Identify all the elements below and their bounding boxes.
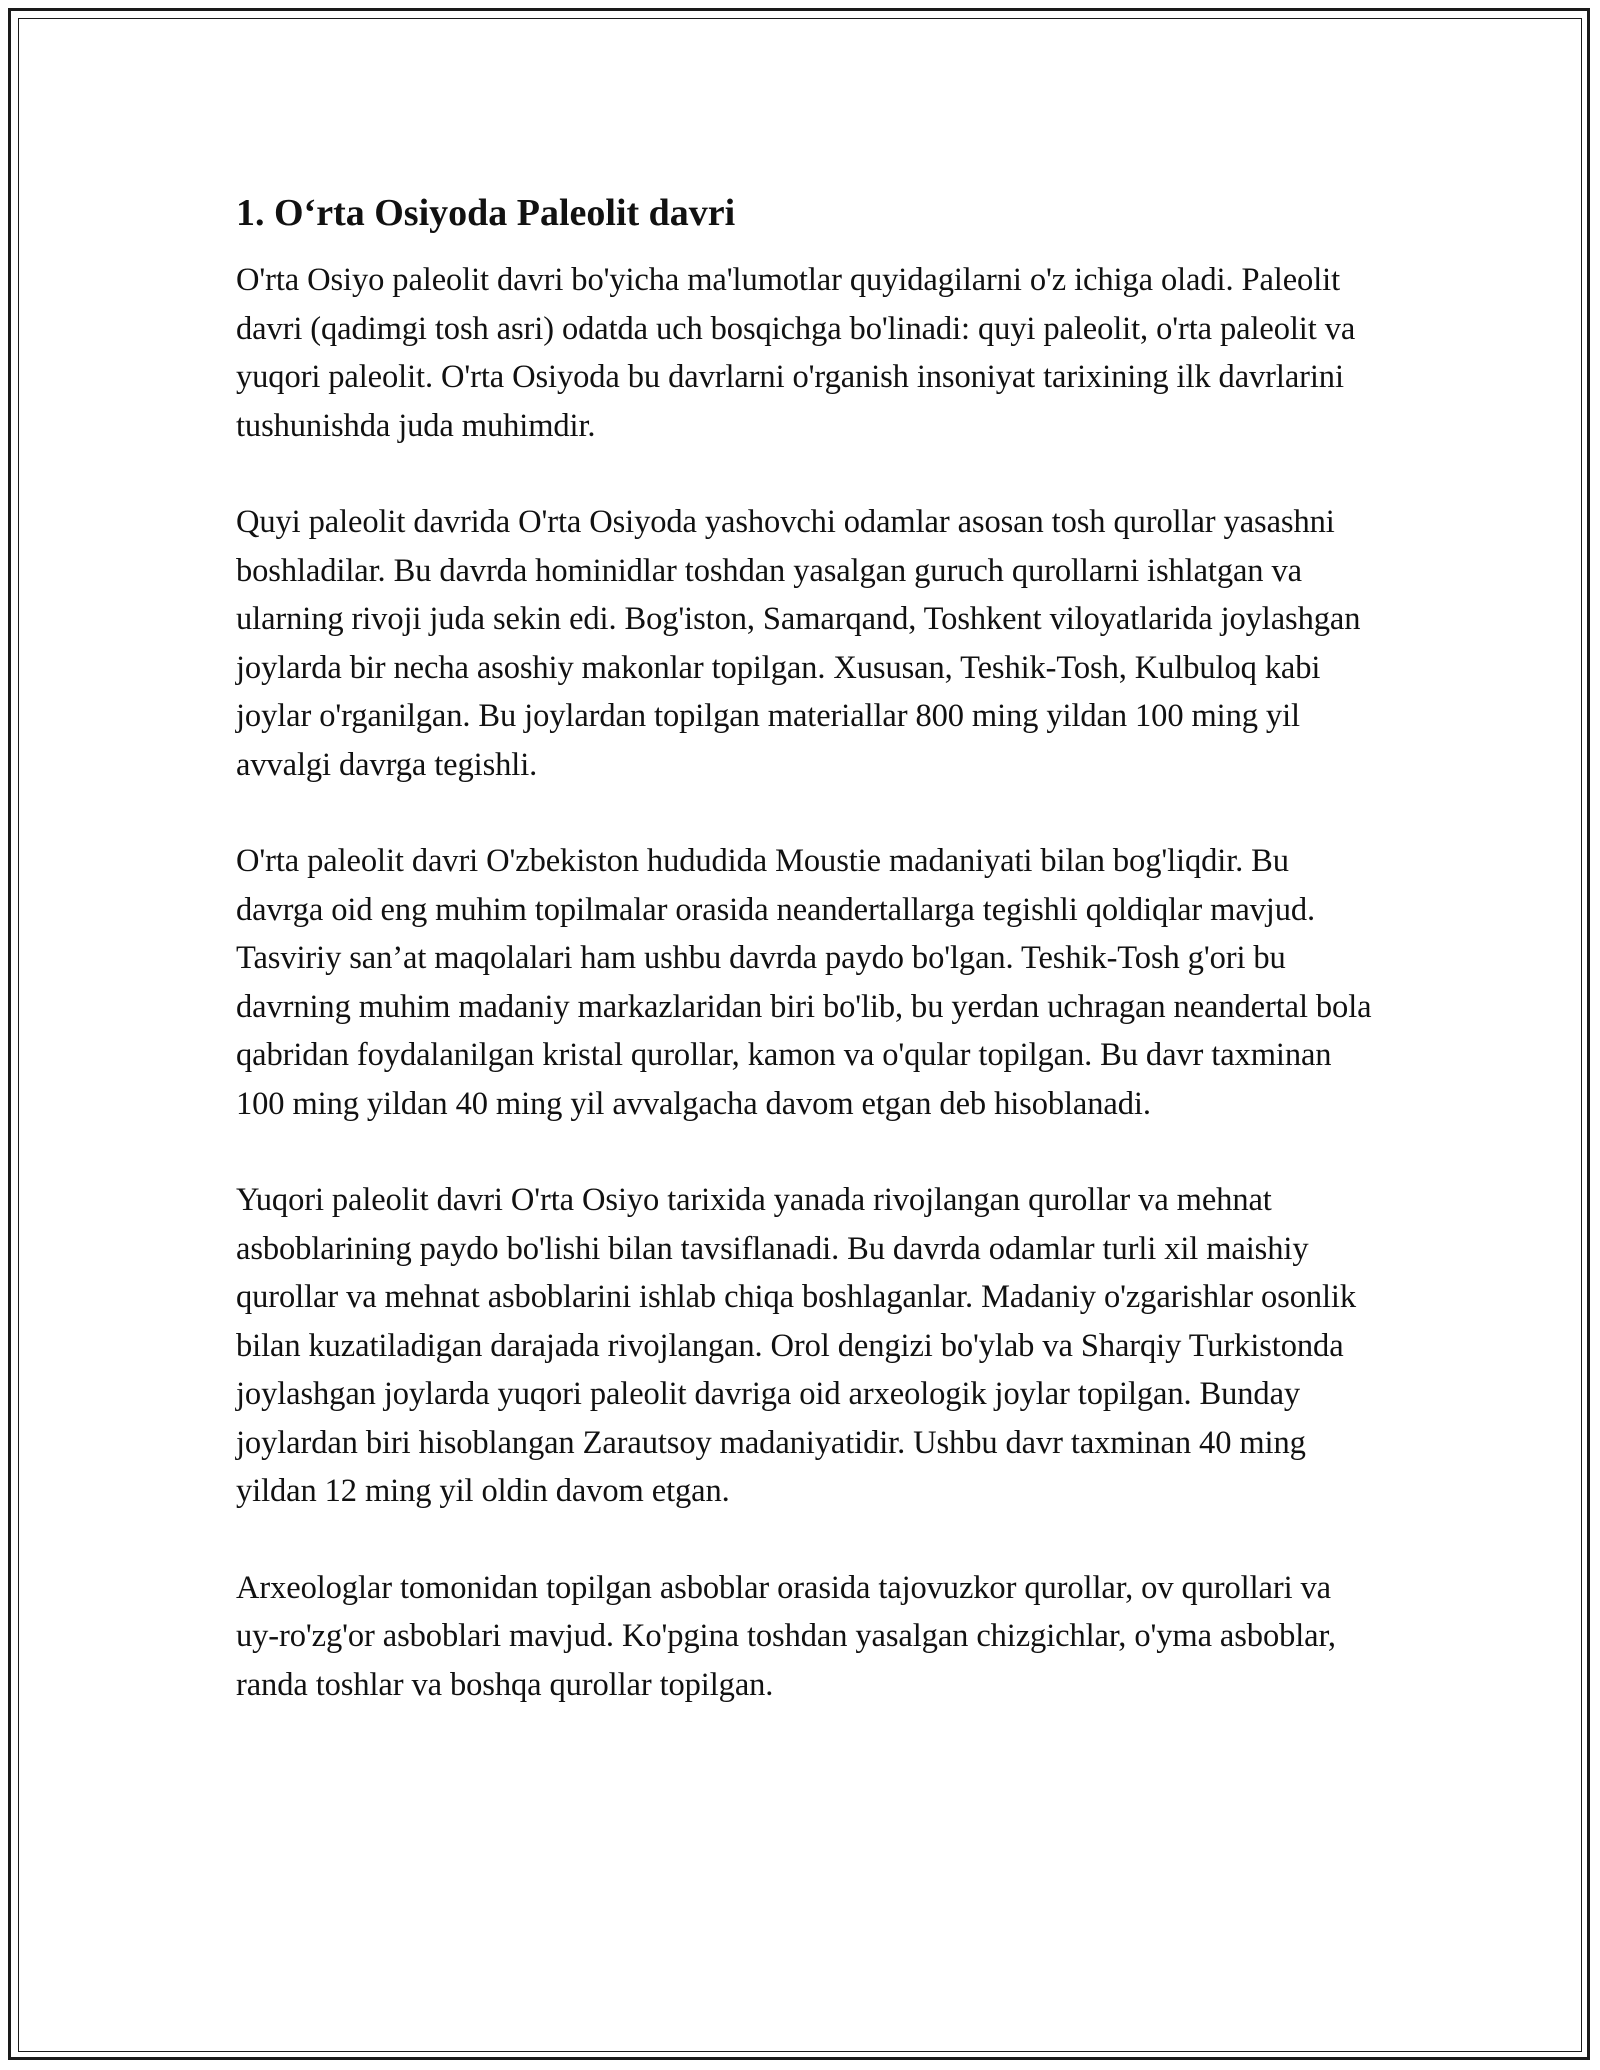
- document-title: 1. O‘rta Osiyoda Paleolit davri: [236, 192, 736, 234]
- paragraph-intro: O'rta Osiyo paleolit davri bo'yicha ma'lumotlar quyidagilarni o'z ichiga oladi. Paleolit davri (qadimgi tosh asri) odatda uch bosqichga bo'linadi: quyi paleolit, o'rta paleolit va yuqori paleolit. O'rta Osiyoda bu davrlarni o'rganish insoniyat tarixining ilk davrlarini tushunishda juda muhimdir.: [236, 262, 1356, 444]
- document-body: [236, 188, 1376, 1757]
- paragraph-lower-paleolithic: Quyi paleolit davrida O'rta Osiyoda yashovchi odamlar asosan tosh qurollar yasashni boshladilar. Bu davrda hominidlar toshdan yasalgan guruch qurollarni ishlatgan va ularning rivoji juda sekin edi. Bog'iston, Samarqand, Toshkent viloyatlarida joylashgan joylarda bir necha asoshiy makonlar topilgan. Xususan, Teshik-Tosh, Kulbuloq kabi joylar o'rganilgan. Bu joylardan topilgan materiallar 800 ming yildan 100 ming yil avvalgi davrga tegishli.: [236, 504, 1361, 783]
- paragraph-tools: Arxeologlar tomonidan topilgan asboblar orasida tajovuzkor qurollar, ov qurollari va uy-ro'zg'or asboblari mavjud. Ko'pgina toshdan yasalgan chizgichlar, o'yma asboblar, randa toshlar va boshqa qurollar topilgan.: [236, 1569, 1336, 1703]
- paragraph-upper-paleolithic: Yuqori paleolit davri O'rta Osiyo tarixida yanada rivojlangan qurollar va mehnat asboblarining paydo bo'lishi bilan tavsiflanadi. Bu davrda odamlar turli xil maishiy qurollar va mehnat asboblarini ishlab chiqa boshlaganlar. Madaniy o'zgarishlar osonlik bilan kuzatiladigan darajada rivojlangan. Orol dengizi bo'ylab va Sharqiy Turkistonda joylashgan joylarda yuqori paleolit davriga oid arxeologik joylar topilgan. Bunday joylardan biri hisoblangan Zarautsoy madaniyatidir. Ushbu davr taxminan 40 ming yildan 12 ming yil oldin davom etgan.: [236, 1182, 1357, 1509]
- paragraph-middle-paleolithic: O'rta paleolit davri O'zbekiston hududida Moustie madaniyati bilan bog'liqdir. Bu davrga oid eng muhim topilmalar orasida neandertallarga tegishli qoldiqlar mavjud. Tasviriy san’at maqolalari ham ushbu davrda paydo bo'lgan. Teshik-Tosh g'ori bu davrning muhim madaniy markazlaridan biri bo'lib, bu yerdan uchragan neandertal bola qabridan foydalanilgan kristal qurollar, kamon va o'qular topilgan. Bu davr taxminan 100 ming yildan 40 ming yil avvalgacha davom etgan deb hisoblanadi.: [236, 843, 1372, 1122]
